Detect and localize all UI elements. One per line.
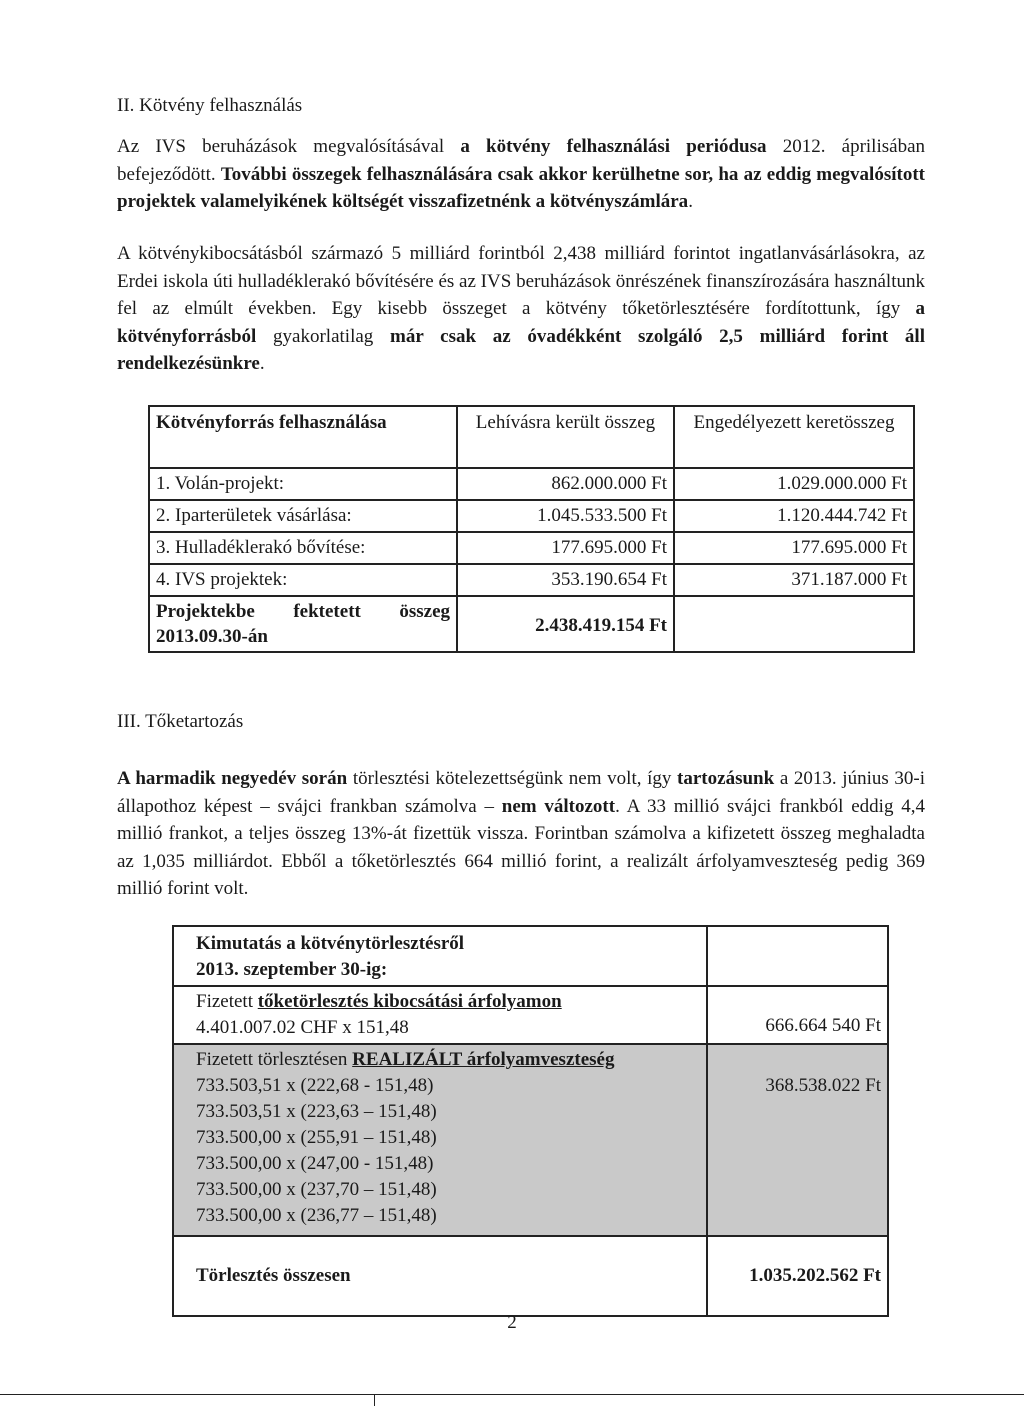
called-amount: 353.190.654 Ft <box>457 564 674 596</box>
table-row <box>149 500 914 532</box>
table-row <box>149 468 914 500</box>
loss-line: 733.503,51 x (223,63 – 151,48) <box>196 1101 437 1122</box>
text-span: 2012. áprilisában befejeződött. <box>117 136 926 185</box>
total-label-date: 2013.09.30-án <box>156 626 268 647</box>
text-span: gyakorlatilag <box>256 325 390 347</box>
table-header-row <box>149 406 914 468</box>
repayment-title-date: 2013. szeptember 30-ig: <box>196 959 388 980</box>
total-value-cell <box>457 596 674 652</box>
repayment-total-value-cell <box>707 1236 888 1316</box>
bond-usage-table <box>148 405 915 653</box>
loss-underlined: REALIZÁLT árfolyamveszteség <box>352 1049 615 1070</box>
empty-cell <box>707 926 888 986</box>
repayment-total-value: 1.035.202.562 Ft <box>749 1265 881 1286</box>
principal-row <box>173 986 888 1044</box>
text-span: a 2013. június 30-i állapothoz képest – svájci frankban számolva – <box>117 768 925 817</box>
text-span: . A 33 millió svájci frankból eddig 4,4 millió frankot, a teljes összeg 13%-át fizettük vissza. Forintban számolva a kifizetett összeg meghaladta az 1,035 milliárdot. Ebből a tőketörlesztés 664 millió forint, a realizált árfolyamveszteség pedig 369 millió forint volt. <box>117 795 925 899</box>
empty-cell <box>674 596 914 652</box>
loss-line: 733.500,00 x (255,91 – 151,48) <box>196 1127 437 1148</box>
repayment-total-label: Törlesztés összesen <box>196 1265 351 1286</box>
principal-debt-paragraph <box>117 765 925 903</box>
row-label: 2. Iparterületek vásárlása: <box>149 500 457 532</box>
approved-amount: 371.187.000 Ft <box>674 564 914 596</box>
page-number: 2 <box>507 1312 517 1333</box>
approved-amount: 177.695.000 Ft <box>674 532 914 564</box>
row-label: 3. Hulladéklerakó bővítése: <box>149 532 457 564</box>
repayment-title-row <box>173 926 888 986</box>
loss-line: 733.500,00 x (247,00 - 151,48) <box>196 1153 434 1174</box>
repayment-title-cell <box>173 926 707 986</box>
bold-span: nem változott <box>501 795 616 817</box>
repayment-total-row <box>173 1236 888 1316</box>
loss-value: 368.538.022 Ft <box>765 1075 881 1096</box>
header-cell <box>674 406 914 468</box>
table-row <box>149 532 914 564</box>
header-label: Lehívásra került összeg <box>475 412 656 433</box>
bold-span: A harmadik negyedév során <box>117 768 348 789</box>
called-amount: 177.695.000 Ft <box>457 532 674 564</box>
repayment-table <box>172 925 889 1317</box>
table-total-row <box>149 596 914 652</box>
loss-row <box>173 1044 888 1236</box>
loss-line: 733.503,51 x (222,68 - 151,48) <box>196 1075 434 1096</box>
principal-prefix: Fizetett <box>196 991 258 1012</box>
loss-value-cell <box>707 1044 888 1236</box>
bold-span: a kötvényforrásból <box>117 298 925 347</box>
called-amount: 862.000.000 Ft <box>457 468 674 500</box>
approved-amount: 1.029.000.000 Ft <box>674 468 914 500</box>
loss-line: 733.500,00 x (237,70 – 151,48) <box>196 1179 437 1200</box>
section-heading-bond-usage: II. Kötvény felhasználás <box>117 95 303 116</box>
loss-prefix: Fizetett törlesztésen <box>196 1049 353 1070</box>
row-label: 4. IVS projektek: <box>149 564 457 596</box>
total-label-word: fektetett <box>293 601 361 622</box>
approved-amount: 1.120.444.742 Ft <box>674 500 914 532</box>
loss-line: 733.500,00 x (236,77 – 151,48) <box>196 1205 437 1226</box>
footer-tick <box>374 1394 375 1406</box>
total-value: 2.438.419.154 Ft <box>535 614 667 636</box>
principal-value-cell <box>707 986 888 1044</box>
total-label-word: összeg <box>399 601 450 622</box>
repayment-total-label-cell <box>173 1236 707 1316</box>
footer-rule <box>0 1394 1024 1395</box>
text-span: Az IVS beruházások megvalósításával <box>117 136 461 157</box>
text-span: . <box>688 191 693 212</box>
bold-span: tartozásunk <box>677 768 775 789</box>
text-span: . <box>259 353 265 374</box>
bold-span: a kötvény felhasználási periódusa <box>460 136 767 157</box>
row-label: 1. Volán-projekt: <box>149 468 457 500</box>
bold-span: További összegek felhasználására csak akkor kerülhetne sor, ha az eddig megvalósított projektek valamelyikének költségét visszafizetnénk a kötvényszámlára <box>117 163 925 212</box>
total-label-word: Projektekbe <box>156 601 255 622</box>
bond-usage-paragraph-1 <box>117 133 925 216</box>
bond-usage-paragraph-2 <box>117 240 925 378</box>
header-cell <box>149 406 457 468</box>
bold-span: már csak az óvadékként szolgáló 2,5 milliárd forint áll rendelkezésünkre <box>117 325 925 374</box>
text-span: törlesztési kötelezettségünk nem volt, így <box>347 768 678 789</box>
principal-calc: 4.401.007.02 CHF x 151,48 <box>196 1017 409 1038</box>
table-row <box>149 564 914 596</box>
loss-cell <box>173 1044 707 1236</box>
header-cell <box>457 406 674 468</box>
total-label-line <box>156 599 450 624</box>
total-label-cell <box>149 596 457 652</box>
principal-value: 666.664 540 Ft <box>765 1015 881 1036</box>
text-span: A kötvénykibocsátásból származó 5 milliárd forintból 2,438 milliárd forintot ingatlanvásárlásokra, az Erdei iskola úti hulladéklerakó bővítésére és az IVS beruházások önrészének finanszírozására használtunk fel az elmúlt években. Egy kisebb összeget a kötvény tőketörlesztésére fordítottunk, így <box>117 243 925 319</box>
principal-underlined: tőketörlesztés kibocsátási árfolyamon <box>257 991 562 1012</box>
section-heading-principal-debt: III. Tőketartozás <box>117 711 244 732</box>
repayment-title: Kimutatás a kötvénytörlesztésről <box>196 933 465 954</box>
principal-cell <box>173 986 707 1044</box>
header-label: Engedélyezett keretösszeg <box>693 412 895 433</box>
header-label: Kötvényforrás felhasználása <box>156 412 387 433</box>
called-amount: 1.045.533.500 Ft <box>457 500 674 532</box>
